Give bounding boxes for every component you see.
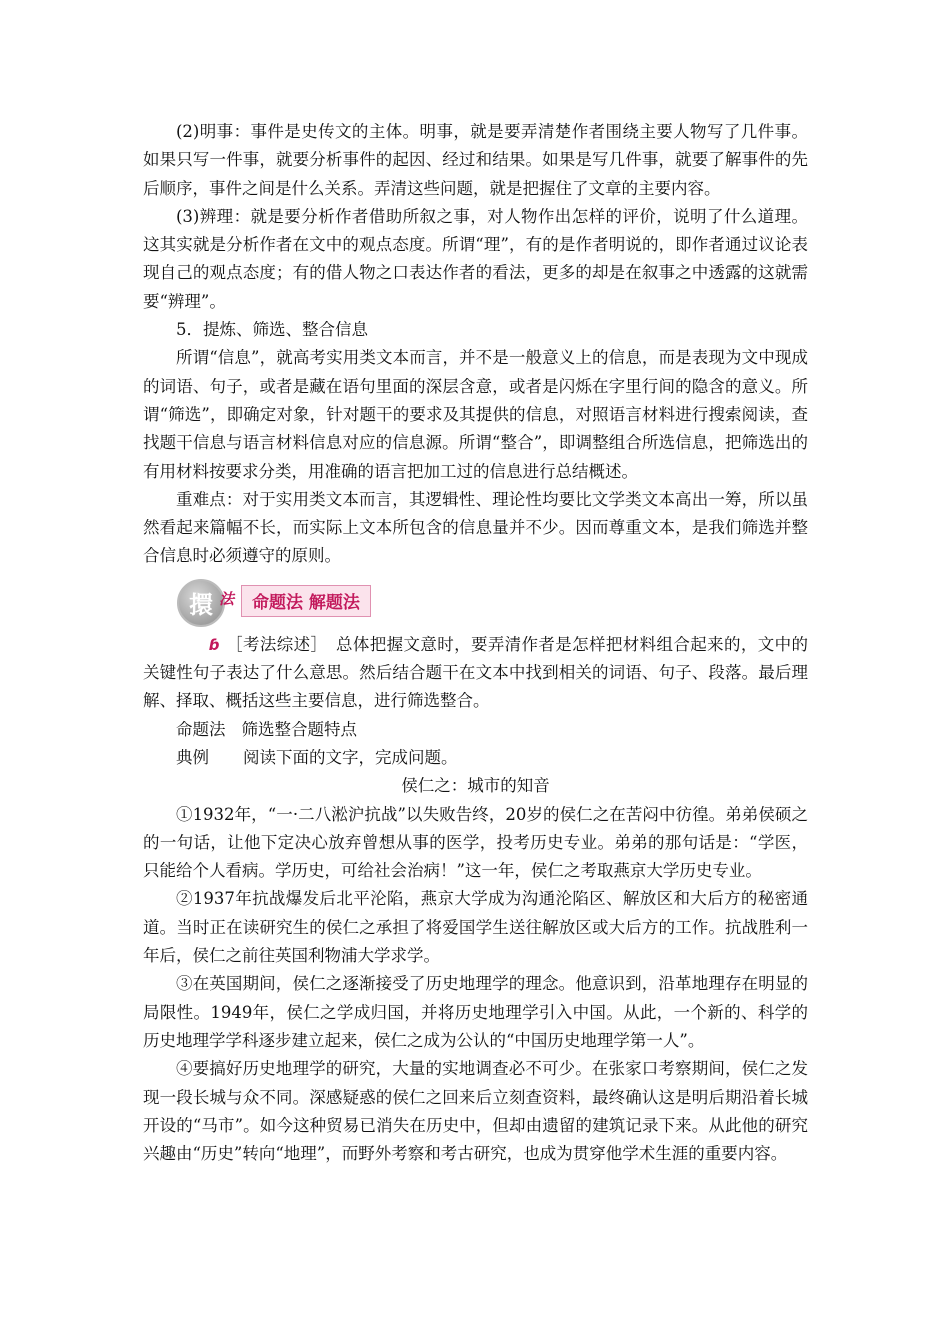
paragraph-ming-shi: (2)明事：事件是史传文的主体。明事，就是要弄清楚作者围绕主要人物写了几件事。如果只写一件事，就要分析事件的起因、经过和结果。如果是写几件事，就要了解事件的先后顺序，事件之间是什么关系。弄清这些问题，就是把握住了文章的主要内容。	[143, 122, 808, 198]
method-line	[143, 716, 808, 744]
article-paragraph-4: ④要搞好历史地理学的研究，大量的实地调查必不可少。在张家口考察期间，侯仁之发现一段长城与众不同。深感疑惑的侯仁之回来后立刻查资料，最终确认这是明后期沿着长城开设的“马市”。如今这种贸易已消失在历史中，但却由遗留的建筑记录下来。从此他的研究兴趣由“历史”转向“地理”，而野外考察和考古研究，也成为贯穿他学术生涯的重要内容。	[143, 1059, 808, 1164]
badge-char: 擐	[189, 591, 213, 620]
method-text: 筛选整合题特点	[241, 719, 357, 739]
summary-paragraph	[143, 631, 808, 716]
example-line	[143, 744, 808, 772]
article-paragraph-2: ②1937年抗战爆发后北平沦陷，燕京大学成为沟通沦陷区、解放区和大后方的秘密通道。当时正在读研究生的侯仁之承担了将爱国学生送往解放区或大后方的工作。抗战胜利一年后，侯仁之前往英国利物浦大学求学。	[143, 889, 808, 966]
paragraph-zhongnandian: 重难点：对于实用类文本而言，其逻辑性、理论性均要比文学类文本高出一筹，所以虽然看起来篇幅不长，而实际上文本所包含的信息量并不少。因而尊重文本，是我们筛选并整合信息时必须遵守的原则。	[143, 489, 808, 566]
article-paragraph-1: ①1932年，“一·二八淞沪抗战”以失败告终，20岁的侯仁之在苦闷中彷徨。弟弟侯硕之的一句话，让他下定决心放弃曾想从事的医学，投考历史专业。弟弟的那句话是：“学医，只能给个人看病。学历史，可给社会治病！”这一年，侯仁之考取燕京大学历史专业。	[143, 804, 808, 881]
example-text: 阅读下面的文字，完成问题。	[243, 747, 458, 767]
badge-sub: 法	[219, 589, 235, 608]
paragraph-xinxi: 所谓“信息”，就高考实用类文本而言，并不是一般意义上的信息，而是表现为文中现成的词语、句子，或者是藏在语句里面的深层含意，或者是闪烁在字里行间的隐含的意义。所谓“筛选”，即确定对象，针对题干的要求及其提供的信息，对照语言材料进行搜索阅读，查找题干信息与语言材料信息对应的信息源。所谓“整合”，即调整组合所选信息，把筛选出的有用材料按要求分类，用准确的语言把加工过的信息进行总结概述。	[143, 348, 808, 481]
summary-text: ［考法综述］ 总体把握文意时，要弄清作者是怎样把材料组合起来的，文中的关键性句子表达了什么意思。然后结合题干在文本中找到相关的词语、句子、段落。最后理解、择取、概括这些主要信息，进行筛选整合。	[143, 634, 808, 711]
document-page	[143, 118, 808, 1168]
banner-title-box	[241, 585, 371, 617]
article-title: 侯仁之：城市的知音	[401, 776, 550, 796]
example-label: 典例	[176, 747, 209, 767]
summary-marker-icon: ɓ	[209, 635, 220, 654]
article-paragraph-3: ③在英国期间，侯仁之逐渐接受了历史地理学的理念。他意识到，沿革地理存在明显的局限性。1949年，侯仁之学成归国，并将历史地理学引入中国。从此，一个新的、科学的历史地理学学科逐步建立起来，侯仁之成为公认的“中国历史地理学第一人”。	[143, 974, 808, 1050]
paragraph-bian-li: (3)辨理：就是要分析作者借助所叙之事，对人物作出怎样的评价，说明了什么道理。这其实就是分析作者在文中的观点态度。所谓“理”，有的是作者明说的，即作者通过议论表现自己的观点态度；有的借人物之口表达作者的看法，更多的却是在叙事之中透露的这就需要“辨理”。	[143, 206, 808, 311]
method-label: 命题法	[176, 719, 226, 739]
banner-title: 命题法 解题法	[252, 593, 360, 614]
section-banner	[143, 579, 808, 625]
section-heading: 5．提炼、筛选、整合信息	[176, 320, 368, 340]
section-badge-icon	[177, 579, 225, 627]
